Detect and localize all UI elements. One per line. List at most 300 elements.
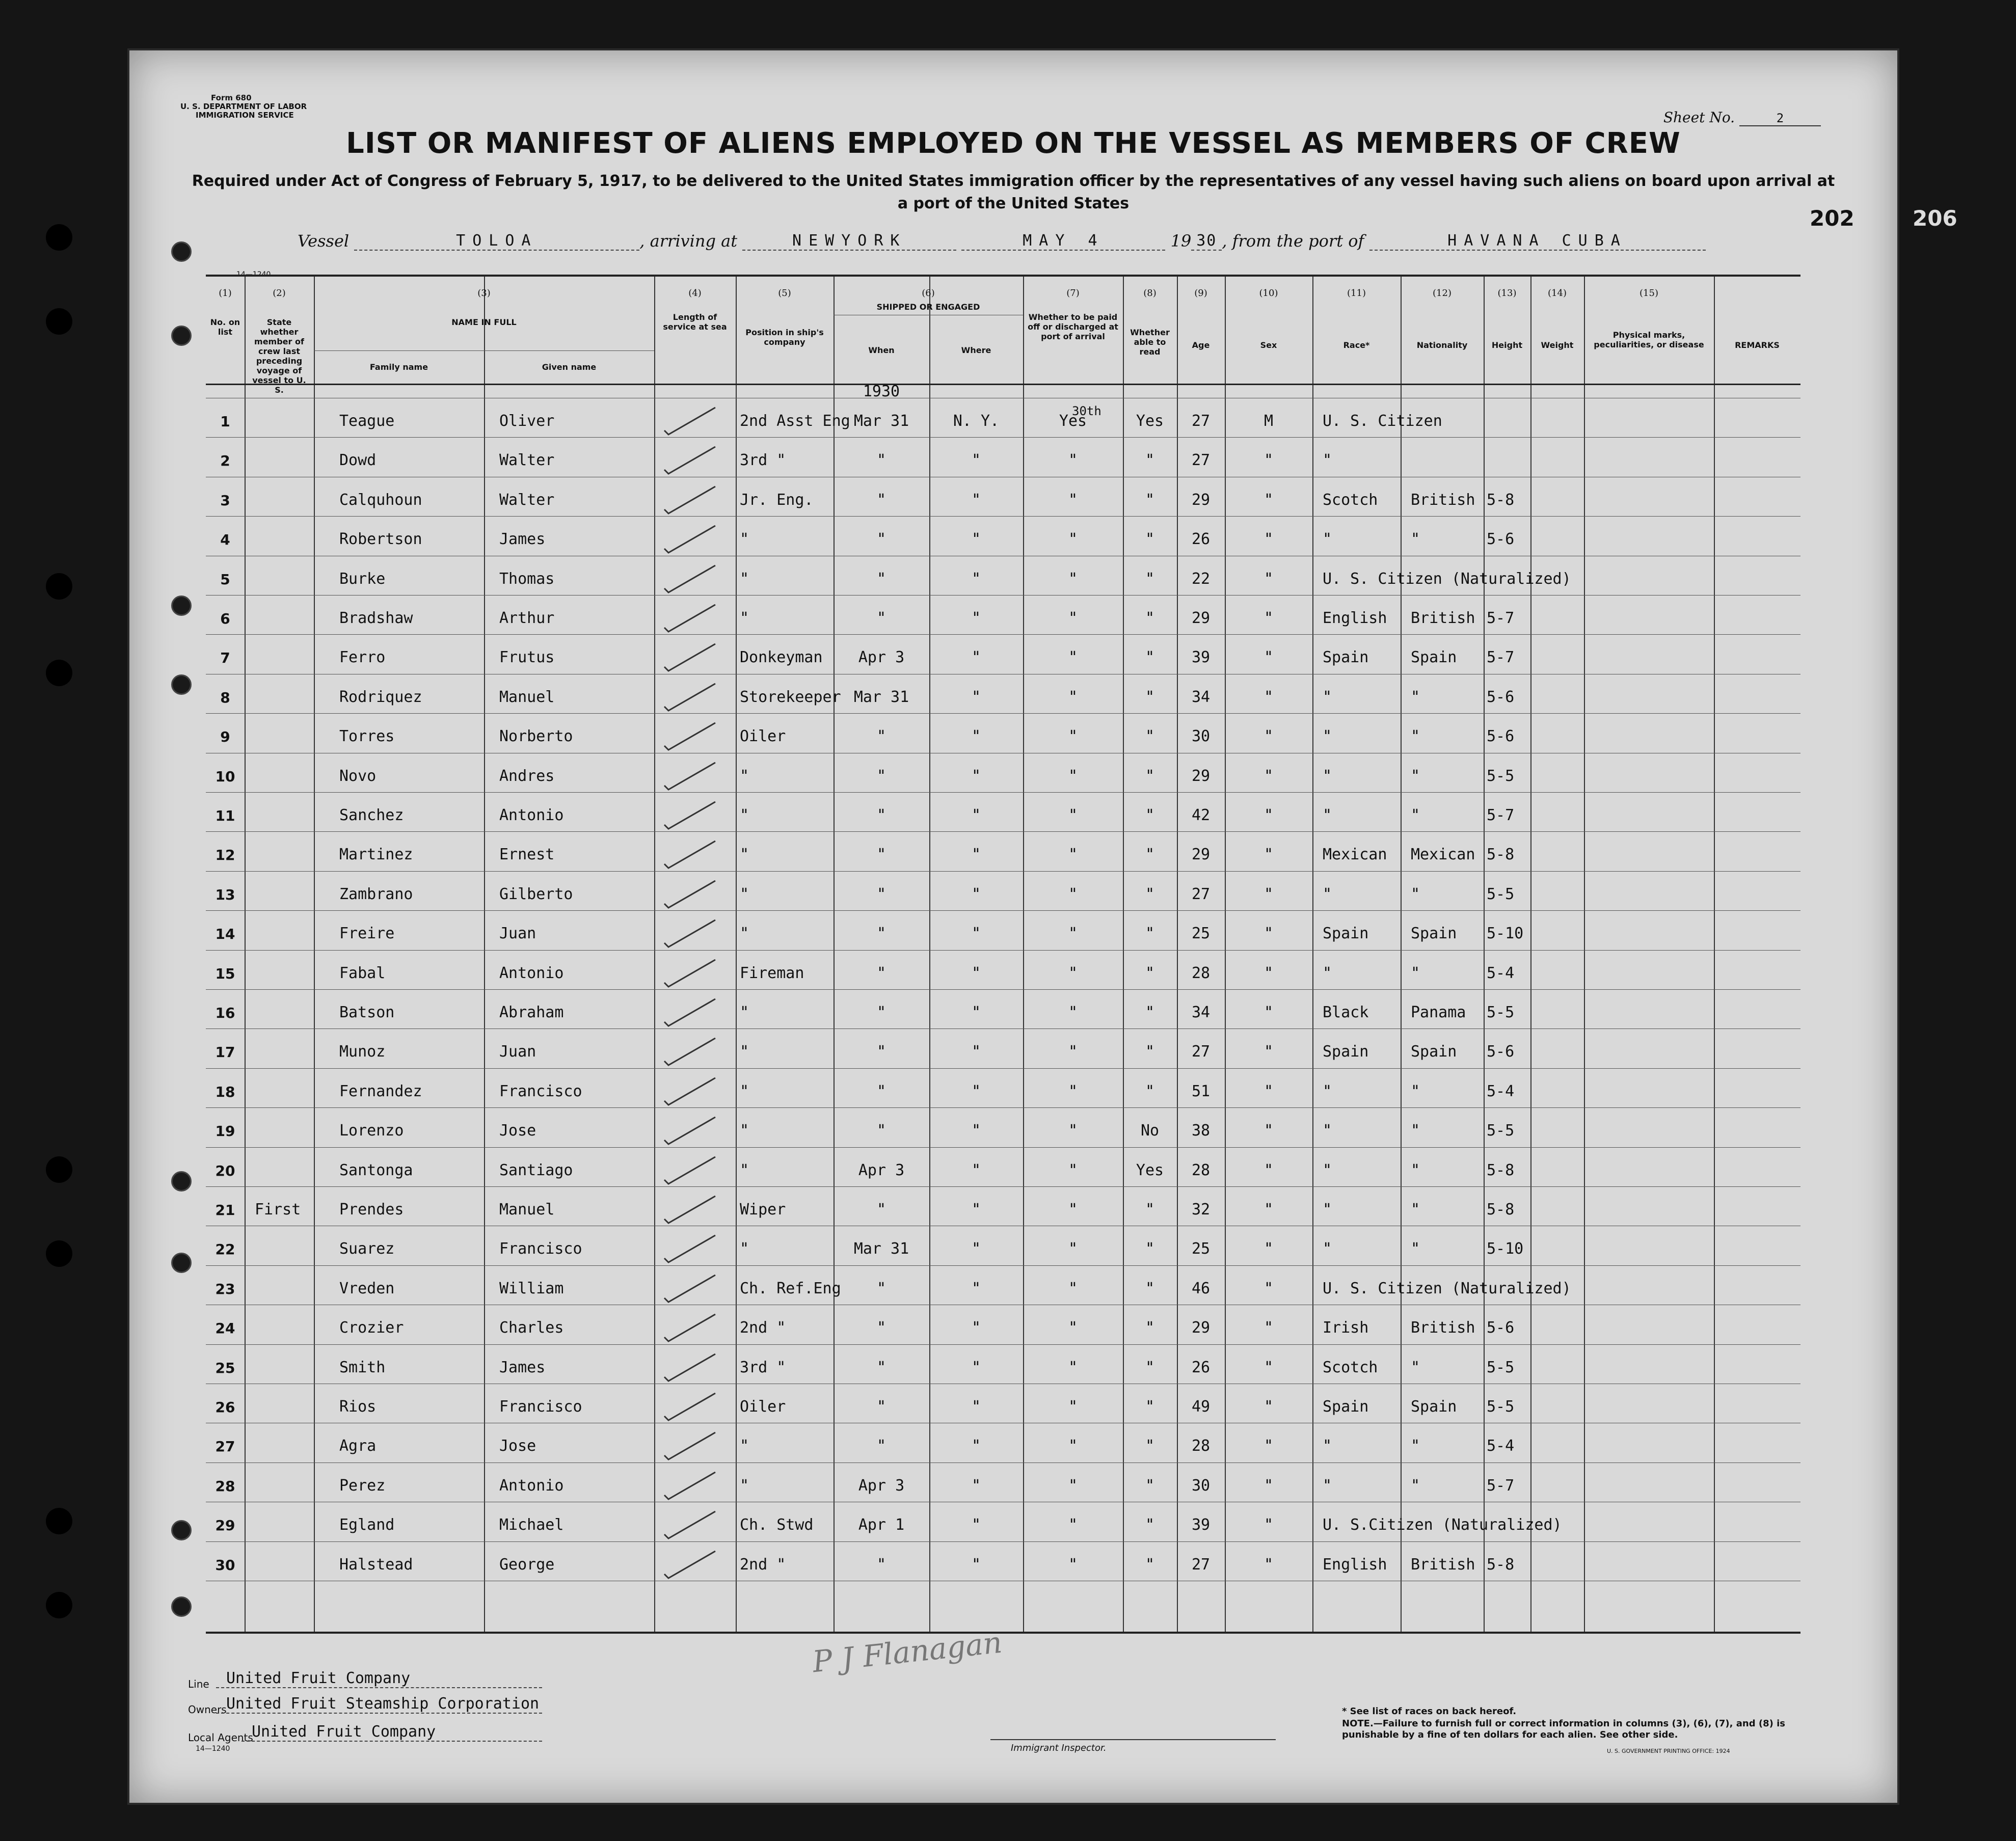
penalty-note: NOTE.—Failure to furnish full or correct information in columns (3), (6), (7), and (8) is punishable by a fine of ten dollars for each alien. See other side.	[1342, 1718, 1786, 1740]
cell-sex: "	[1264, 1398, 1274, 1416]
row-number: 24	[215, 1320, 235, 1337]
cell-given-name: Francisco	[499, 1398, 582, 1416]
cell-family-name: Bradshaw	[339, 609, 413, 627]
inspector-line	[990, 1739, 1276, 1740]
cell-paid-off: "	[1068, 727, 1078, 746]
cell-nationality: "	[1411, 1161, 1420, 1179]
cell-height: 5-4	[1487, 1082, 1515, 1100]
arrival-date: MAY 4	[961, 232, 1165, 251]
cell-able-to-read: Yes	[1136, 412, 1164, 430]
year-prefix: 19	[1170, 231, 1192, 251]
cell-race: U. S.Citizen (Naturalized)	[1323, 1516, 1562, 1534]
cell-shipped-when: "	[876, 767, 886, 785]
cell-race: Scotch	[1323, 491, 1378, 509]
cell-family-name: Vreden	[339, 1279, 395, 1297]
cell-shipped-where: "	[971, 767, 981, 785]
cell-shipped-when: "	[876, 964, 886, 982]
cell-family-name: Novo	[339, 767, 377, 785]
cell-shipped-where: "	[971, 925, 981, 943]
cell-age: 26	[1191, 530, 1211, 549]
cell-position: Wiper	[740, 1201, 786, 1219]
printer-note: U. S. GOVERNMENT PRINTING OFFICE: 1924	[1607, 1748, 1730, 1754]
cell-shipped-where: "	[971, 491, 981, 509]
cell-able-to-read: "	[1145, 846, 1155, 864]
arrival-port: NEWYORK	[742, 232, 956, 251]
cell-shipped-where: "	[971, 846, 981, 864]
cell-family-name: Batson	[339, 1004, 395, 1021]
cell-given-name: Juan	[499, 925, 536, 943]
vessel-name: TOLOA	[354, 232, 639, 251]
cell-age: 25	[1191, 925, 1211, 943]
cell-given-name: Oliver	[499, 412, 555, 430]
from-label: , from the port of	[1222, 231, 1364, 251]
column-number: (11)	[1347, 288, 1366, 299]
cell-able-to-read: "	[1145, 727, 1155, 746]
cell-family-name: Zambrano	[339, 885, 413, 903]
cell-shipped-where: "	[971, 609, 981, 627]
cell-given-name: Jose	[499, 1437, 536, 1455]
checkmark-icon	[659, 1075, 720, 1106]
cell-position: 3rd "	[740, 451, 786, 470]
column-number: (1)	[219, 288, 232, 299]
cell-sex: "	[1264, 1358, 1274, 1376]
cell-nationality: Spain	[1411, 925, 1457, 943]
cell-sex: "	[1264, 1004, 1274, 1021]
cell-shipped-when: "	[876, 1004, 886, 1021]
column-number: (2)	[273, 288, 286, 299]
header-no-on-list: No. on list	[210, 317, 240, 337]
cell-position: "	[740, 1240, 749, 1258]
cell-age: 30	[1191, 727, 1211, 746]
cell-able-to-read: "	[1145, 688, 1155, 706]
cell-shipped-when: "	[876, 451, 886, 470]
cell-able-to-read: "	[1145, 1004, 1155, 1021]
header-name-in-full: NAME IN FULL	[451, 317, 517, 327]
cell-paid-off: "	[1068, 846, 1078, 864]
cell-given-name: Walter	[499, 491, 555, 509]
cell-height: 5-5	[1487, 1358, 1515, 1376]
cell-race: Spain	[1323, 648, 1369, 667]
cell-position: "	[740, 806, 749, 824]
cell-shipped-when: Apr 3	[858, 648, 905, 667]
cell-given-name: James	[499, 530, 546, 549]
punch-hole	[171, 1171, 192, 1192]
binder-hole	[46, 224, 72, 251]
cell-given-name: William	[499, 1279, 564, 1297]
signature-text: P J Flanagan	[811, 1625, 1004, 1680]
cell-previous-voyage: First	[255, 1201, 301, 1219]
cell-family-name: Dowd	[339, 451, 377, 470]
checkmark-icon	[659, 917, 720, 948]
cell-shipped-where: "	[971, 885, 981, 903]
cell-shipped-where: "	[971, 1555, 981, 1574]
cell-family-name: Santonga	[339, 1161, 413, 1179]
cell-age: 34	[1191, 1004, 1211, 1021]
cell-race: English	[1323, 1555, 1387, 1574]
cell-given-name: Juan	[499, 1043, 536, 1061]
checkmark-icon	[659, 1470, 720, 1500]
cell-given-name: Santiago	[499, 1161, 573, 1179]
vessel-label: Vessel	[298, 231, 350, 251]
cell-height: 5-8	[1487, 1555, 1515, 1574]
cell-race: Mexican	[1323, 846, 1387, 864]
column-number: (5)	[778, 288, 791, 299]
cell-race: Spain	[1323, 1398, 1369, 1416]
cell-paid-off: "	[1068, 1122, 1078, 1140]
checkmark-icon	[659, 681, 720, 712]
column-number: (15)	[1639, 288, 1658, 299]
column-number: (13)	[1497, 288, 1517, 299]
stamp-number-right: 206	[1913, 206, 1957, 231]
row-number: 28	[215, 1477, 235, 1495]
checkmark-icon	[659, 563, 720, 593]
cell-family-name: Lorenzo	[339, 1122, 404, 1140]
cell-nationality: "	[1411, 1201, 1420, 1219]
cell-age: 39	[1191, 1516, 1211, 1534]
cell-shipped-when: "	[876, 570, 886, 588]
cell-able-to-read: "	[1145, 609, 1155, 627]
cell-height: 5-5	[1487, 1122, 1515, 1140]
cell-nationality: "	[1411, 1358, 1420, 1376]
cell-shipped-when: "	[876, 491, 886, 509]
stamp-number-left: 202	[1810, 206, 1854, 231]
cell-race: "	[1323, 1476, 1332, 1495]
cell-family-name: Sanchez	[339, 806, 404, 824]
row-number: 6	[220, 610, 230, 627]
binder-hole	[46, 1156, 72, 1183]
cell-height: 5-7	[1487, 648, 1515, 667]
cell-given-name: Arthur	[499, 609, 555, 627]
checkmark-icon	[659, 1549, 720, 1579]
sheet-number-label: Sheet No.	[1663, 109, 1735, 126]
cell-paid-off: "	[1068, 491, 1078, 509]
column-number: (14)	[1548, 288, 1567, 299]
cell-age: 46	[1191, 1279, 1211, 1297]
cell-age: 32	[1191, 1201, 1211, 1219]
cell-given-name: Antonio	[499, 964, 564, 982]
row-number: 11	[215, 807, 235, 824]
cell-height: 5-6	[1487, 530, 1515, 549]
cell-paid-off: "	[1068, 885, 1078, 903]
cell-height: 5-6	[1487, 1043, 1515, 1061]
cell-shipped-when: "	[876, 1043, 886, 1061]
cell-given-name: Francisco	[499, 1082, 582, 1100]
punch-hole	[171, 674, 192, 695]
cell-sex: "	[1264, 1082, 1274, 1100]
small-code: 14—1240	[236, 270, 271, 279]
cell-given-name: James	[499, 1358, 546, 1376]
cell-shipped-when: "	[876, 1358, 886, 1376]
cell-paid-off: "	[1068, 570, 1078, 588]
cell-able-to-read: "	[1145, 1201, 1155, 1219]
header-previous-voyage: State whether member of crew last preceding voyage of vessel to U. S.	[252, 317, 306, 395]
cell-position: "	[740, 1004, 749, 1021]
cell-paid-off: "	[1068, 688, 1078, 706]
row-number: 26	[215, 1399, 235, 1416]
cell-height: 5-7	[1487, 1476, 1515, 1495]
cell-nationality: "	[1411, 688, 1420, 706]
cell-position: "	[740, 1476, 749, 1495]
cell-sex: "	[1264, 1555, 1274, 1574]
cell-position: "	[740, 846, 749, 864]
cell-sex: M	[1264, 412, 1274, 430]
cell-shipped-when: Mar 31	[853, 688, 909, 706]
row-number: 17	[215, 1044, 235, 1061]
cell-paid-off: "	[1068, 1279, 1078, 1297]
cell-shipped-when: Apr 3	[858, 1161, 905, 1179]
cell-age: 29	[1191, 767, 1211, 785]
row-number: 7	[220, 649, 230, 667]
cell-race: "	[1323, 767, 1332, 785]
from-port: HAVANA CUBA	[1369, 232, 1706, 251]
cell-age: 29	[1191, 491, 1211, 509]
cell-sex: "	[1264, 530, 1274, 549]
cell-paid-off: Yes	[1059, 412, 1087, 430]
cell-height: 5-5	[1487, 1004, 1515, 1021]
row-number: 13	[215, 886, 235, 903]
cell-given-name: Norberto	[499, 727, 573, 746]
form-label: Form 680	[211, 93, 252, 102]
cell-height: 5-10	[1487, 1240, 1524, 1258]
cell-race: "	[1323, 1122, 1332, 1140]
cell-age: 25	[1191, 1240, 1211, 1258]
cell-age: 34	[1191, 688, 1211, 706]
binder-hole	[46, 1508, 72, 1534]
cell-age: 28	[1191, 1161, 1211, 1179]
cell-given-name: Walter	[499, 451, 555, 470]
cell-shipped-where: "	[971, 451, 981, 470]
cell-given-name: Michael	[499, 1516, 564, 1534]
sheet-number-value: 2	[1739, 111, 1821, 126]
cell-nationality: "	[1411, 1082, 1420, 1100]
owners-value: United Fruit Steamship Corporation	[216, 1695, 542, 1714]
checkmark-icon	[659, 838, 720, 869]
cell-paid-off: "	[1068, 1516, 1078, 1534]
checkmark-icon	[659, 1115, 720, 1145]
cell-able-to-read: "	[1145, 767, 1155, 785]
row-number: 18	[215, 1083, 235, 1100]
header-weight: Weight	[1541, 340, 1574, 350]
cell-family-name: Ferro	[339, 648, 386, 667]
cell-race: "	[1323, 1082, 1332, 1100]
cell-shipped-when: Apr 3	[858, 1476, 905, 1495]
agents-code: 14—1240	[196, 1745, 230, 1753]
cell-position: Fireman	[740, 964, 804, 982]
service-label: IMMIGRATION SERVICE	[196, 111, 294, 120]
cell-sex: "	[1264, 451, 1274, 470]
row-number: 23	[215, 1280, 235, 1297]
cell-nationality: "	[1411, 1122, 1420, 1140]
cell-height: 5-7	[1487, 609, 1515, 627]
cell-paid-off: "	[1068, 1398, 1078, 1416]
cell-position: Donkeyman	[740, 648, 823, 667]
cell-given-name: George	[499, 1555, 555, 1574]
form-identifier	[180, 94, 307, 120]
column-number: (3)	[477, 288, 491, 299]
cell-nationality: "	[1411, 530, 1420, 549]
cell-sex: "	[1264, 727, 1274, 746]
cell-paid-off: "	[1068, 648, 1078, 667]
cell-position: Jr. Eng.	[740, 491, 814, 509]
cell-nationality: Mexican	[1411, 846, 1475, 864]
row-number: 9	[220, 728, 230, 746]
cell-shipped-when: "	[876, 1437, 886, 1455]
cell-family-name: Robertson	[339, 530, 422, 549]
header-age: Age	[1192, 340, 1210, 350]
cell-shipped-when: "	[876, 806, 886, 824]
cell-shipped-where: N. Y.	[953, 412, 1000, 430]
row-number: 29	[215, 1517, 235, 1534]
cell-able-to-read: "	[1145, 451, 1155, 470]
cell-given-name: Charles	[499, 1319, 564, 1337]
row-number: 14	[215, 926, 235, 943]
cell-paid-off: "	[1068, 1319, 1078, 1337]
binder-hole	[46, 573, 72, 600]
cell-age: 26	[1191, 1358, 1211, 1376]
cell-height: 5-5	[1487, 1398, 1515, 1416]
cell-age: 27	[1191, 885, 1211, 903]
cell-paid-off: "	[1068, 1358, 1078, 1376]
cell-position: 3rd "	[740, 1358, 786, 1376]
cell-given-name: Antonio	[499, 1476, 564, 1495]
cell-family-name: Fabal	[339, 964, 386, 982]
cell-age: 29	[1191, 609, 1211, 627]
cell-sex: "	[1264, 609, 1274, 627]
cell-position: "	[740, 1437, 749, 1455]
cell-given-name: Jose	[499, 1122, 536, 1140]
cell-shipped-when: Mar 31	[853, 1240, 909, 1258]
header-position: Position in ship's company	[745, 328, 824, 347]
cell-able-to-read: "	[1145, 1398, 1155, 1416]
cell-age: 29	[1191, 846, 1211, 864]
cell-nationality: Spain	[1411, 648, 1457, 667]
cell-shipped-where: "	[971, 1476, 981, 1495]
checkmark-icon	[659, 1273, 720, 1303]
cell-shipped-when: "	[876, 1279, 886, 1297]
column-number: (9)	[1194, 288, 1207, 299]
cell-position: Oiler	[740, 1398, 786, 1416]
cell-age: 39	[1191, 648, 1211, 667]
local-agents-label: Local Agents	[188, 1731, 253, 1744]
cell-position: "	[740, 570, 749, 588]
cell-race: "	[1323, 1201, 1332, 1219]
cell-age: 38	[1191, 1122, 1211, 1140]
cell-nationality: "	[1411, 1437, 1420, 1455]
cell-able-to-read: "	[1145, 964, 1155, 982]
row-number: 22	[215, 1241, 235, 1258]
binder-hole	[46, 660, 72, 686]
races-note: * See list of races on back hereof.	[1342, 1706, 1517, 1717]
cell-nationality: "	[1411, 1240, 1420, 1258]
cell-given-name: Ernest	[499, 846, 555, 864]
binder-hole	[46, 308, 72, 335]
checkmark-icon	[659, 1154, 720, 1185]
department-label: U. S. DEPARTMENT OF LABOR	[180, 102, 307, 111]
cell-family-name: Prendes	[339, 1201, 404, 1219]
page-title: LIST OR MANIFEST OF ALIENS EMPLOYED ON THE VESSEL AS MEMBERS OF CREW	[346, 127, 1681, 160]
cell-height: 5-7	[1487, 806, 1515, 824]
line-value: United Fruit Company	[216, 1669, 542, 1688]
checkmark-icon	[659, 799, 720, 830]
column-number: (6)	[922, 288, 935, 299]
cell-race: "	[1323, 688, 1332, 706]
cell-shipped-where: "	[971, 570, 981, 588]
cell-family-name: Burke	[339, 570, 386, 588]
cell-paid-off: "	[1068, 609, 1078, 627]
cell-able-to-read: "	[1145, 1516, 1155, 1534]
checkmark-icon	[659, 720, 720, 751]
cell-given-name: Gilberto	[499, 885, 573, 903]
row-number: 2	[220, 452, 230, 470]
cell-race: "	[1323, 1161, 1332, 1179]
cell-race: "	[1323, 964, 1332, 982]
cell-position: "	[740, 609, 749, 627]
cell-given-name: Francisco	[499, 1240, 582, 1258]
manifest-sheet	[127, 48, 1957, 1805]
cell-sex: "	[1264, 1516, 1274, 1534]
cell-age: 27	[1191, 1555, 1211, 1574]
cell-shipped-where: "	[971, 727, 981, 746]
checkmark-icon	[659, 602, 720, 633]
cell-race: Black	[1323, 1004, 1369, 1021]
cell-position: "	[740, 885, 749, 903]
row-number: 16	[215, 1005, 235, 1021]
cell-sex: "	[1264, 767, 1274, 785]
cell-shipped-where: "	[971, 1398, 981, 1416]
cell-sex: "	[1264, 964, 1274, 982]
cell-race: U. S. Citizen (Naturalized)	[1323, 570, 1571, 588]
cell-family-name: Munoz	[339, 1043, 386, 1061]
cell-height: 5-8	[1487, 491, 1515, 509]
cell-paid-off: "	[1068, 1004, 1078, 1021]
cell-family-name: Agra	[339, 1437, 377, 1455]
cell-nationality: "	[1411, 806, 1420, 824]
cell-race: "	[1323, 451, 1332, 470]
cell-family-name: Rodriquez	[339, 688, 422, 706]
checkmark-icon	[659, 957, 720, 988]
year-suffix: 30	[1191, 232, 1222, 251]
checkmark-icon	[659, 1391, 720, 1421]
cell-sex: "	[1264, 925, 1274, 943]
cell-shipped-where: "	[971, 688, 981, 706]
cell-sex: "	[1264, 1161, 1274, 1179]
cell-height: 5-8	[1487, 1201, 1515, 1219]
cell-sex: "	[1264, 1437, 1274, 1455]
cell-family-name: Fernandez	[339, 1082, 422, 1100]
cell-paid-off: "	[1068, 530, 1078, 549]
cell-able-to-read: No	[1140, 1122, 1160, 1140]
cell-shipped-where: "	[971, 1201, 981, 1219]
row-number: 8	[220, 689, 230, 706]
cell-shipped-where: "	[971, 1319, 981, 1337]
cell-age: 51	[1191, 1082, 1211, 1100]
cell-family-name: Teague	[339, 412, 395, 430]
local-agents-value: United Fruit Company	[241, 1723, 542, 1742]
header-paid-off: Whether to be paid off or discharged at port of arrival	[1028, 312, 1118, 341]
cell-able-to-read: Yes	[1136, 1161, 1164, 1179]
binder-hole	[46, 1592, 72, 1618]
cell-sex: "	[1264, 846, 1274, 864]
cell-given-name: Manuel	[499, 688, 555, 706]
crew-table	[206, 275, 1800, 1634]
cell-sex: "	[1264, 570, 1274, 588]
row-number: 25	[215, 1359, 235, 1376]
cell-age: 30	[1191, 1476, 1211, 1495]
cell-paid-off: "	[1068, 1161, 1078, 1179]
cell-paid-off: "	[1068, 925, 1078, 943]
cell-nationality: "	[1411, 767, 1420, 785]
cell-age: 27	[1191, 1043, 1211, 1061]
